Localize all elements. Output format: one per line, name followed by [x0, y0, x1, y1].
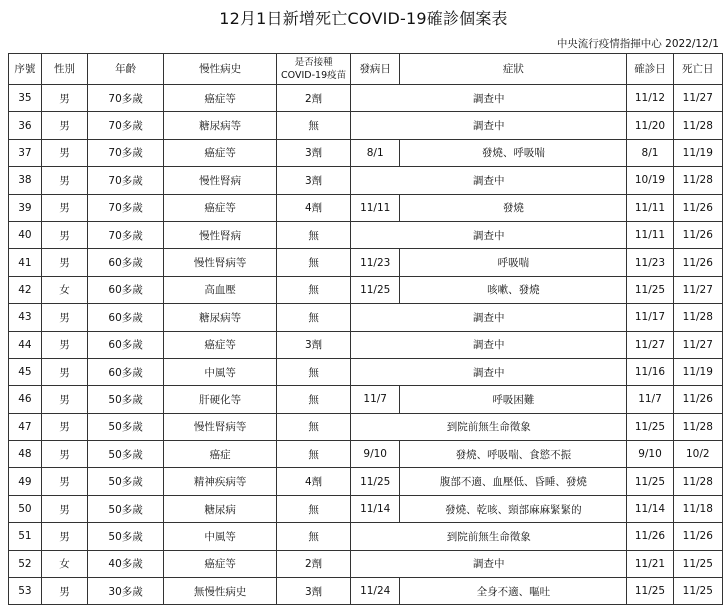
cell-vaccine: 無	[277, 249, 351, 276]
cell-vaccine: 3劑	[277, 139, 351, 166]
cell-id: 46	[9, 386, 42, 413]
cell-age: 70多歲	[88, 194, 164, 221]
cell-death: 11/25	[673, 578, 722, 605]
cell-age: 70多歲	[88, 85, 164, 112]
cell-age: 60多歲	[88, 304, 164, 331]
table-row	[9, 85, 723, 112]
cell-sex: 男	[41, 85, 87, 112]
death-cases-table	[8, 53, 723, 605]
cell-chronic: 癌症等	[164, 85, 277, 112]
cell-vaccine: 無	[277, 441, 351, 468]
cell-id: 44	[9, 331, 42, 358]
cell-vaccine: 無	[277, 495, 351, 522]
col-header-vaccine	[277, 54, 351, 85]
table-row	[9, 221, 723, 248]
col-header-symptoms: 症狀	[400, 54, 627, 85]
cell-confirm: 11/11	[627, 221, 673, 248]
cell-vaccine: 3劑	[277, 167, 351, 194]
table-body	[9, 85, 723, 605]
cell-symptoms: 調查中	[351, 112, 627, 139]
cell-confirm: 9/10	[627, 441, 673, 468]
table-row	[9, 441, 723, 468]
cell-chronic: 精神疾病等	[164, 468, 277, 495]
table-header-row	[9, 54, 723, 85]
cell-age: 70多歲	[88, 167, 164, 194]
cell-vaccine: 無	[277, 221, 351, 248]
cell-age: 50多歲	[88, 495, 164, 522]
cell-chronic: 慢性腎病等	[164, 249, 277, 276]
cell-symptoms: 到院前無生命徵象	[351, 413, 627, 440]
cell-death: 11/28	[673, 112, 722, 139]
source-label: 中央流行疫情指揮中心 2022/12/1	[556, 38, 719, 50]
cell-id: 37	[9, 139, 42, 166]
cell-sex: 男	[41, 386, 87, 413]
table-row	[9, 112, 723, 139]
cell-vaccine: 無	[277, 276, 351, 303]
cell-id: 48	[9, 441, 42, 468]
cell-vaccine: 無	[277, 112, 351, 139]
col-header-vaccine-line2: COVID-19疫苗	[281, 70, 347, 81]
col-header-sex: 性別	[41, 54, 87, 85]
cell-confirm: 11/11	[627, 194, 673, 221]
cell-chronic: 癌症等	[164, 550, 277, 577]
cell-id: 49	[9, 468, 42, 495]
cell-age: 70多歲	[88, 221, 164, 248]
table-row	[9, 358, 723, 385]
cell-age: 50多歲	[88, 468, 164, 495]
cell-symptoms: 調查中	[351, 331, 627, 358]
cell-age: 70多歲	[88, 139, 164, 166]
cell-death: 11/19	[673, 139, 722, 166]
cell-confirm: 11/12	[627, 85, 673, 112]
col-header-confirm: 確診日	[627, 54, 673, 85]
cell-sex: 男	[41, 358, 87, 385]
cell-symptoms: 調查中	[351, 221, 627, 248]
cell-symptoms: 呼吸困難	[400, 386, 627, 413]
cell-vaccine: 無	[277, 358, 351, 385]
cell-death: 11/26	[673, 249, 722, 276]
table-row	[9, 468, 723, 495]
cell-sex: 男	[41, 167, 87, 194]
cell-sex: 男	[41, 495, 87, 522]
cell-id: 43	[9, 304, 42, 331]
cell-confirm: 11/14	[627, 495, 673, 522]
cell-symptoms: 調查中	[351, 85, 627, 112]
cell-death: 10/2	[673, 441, 722, 468]
cell-sex: 男	[41, 468, 87, 495]
col-header-id: 序號	[9, 54, 42, 85]
cell-vaccine: 無	[277, 413, 351, 440]
cell-onset: 11/23	[351, 249, 400, 276]
cell-death: 11/26	[673, 194, 722, 221]
cell-onset: 11/7	[351, 386, 400, 413]
table-row	[9, 167, 723, 194]
cell-vaccine: 4劑	[277, 468, 351, 495]
col-header-age: 年齡	[88, 54, 164, 85]
cell-age: 60多歲	[88, 358, 164, 385]
cell-age: 60多歲	[88, 249, 164, 276]
cell-symptoms: 全身不適、嘔吐	[400, 578, 627, 605]
cell-chronic: 慢性腎病	[164, 167, 277, 194]
cell-age: 70多歲	[88, 112, 164, 139]
cell-sex: 男	[41, 112, 87, 139]
cell-onset: 11/14	[351, 495, 400, 522]
cell-onset: 9/10	[351, 441, 400, 468]
cell-chronic: 癌症等	[164, 194, 277, 221]
table-row	[9, 550, 723, 577]
cell-symptoms: 調查中	[351, 550, 627, 577]
cell-onset: 11/25	[351, 276, 400, 303]
page-title: 12月1日新增死亡COVID-19確診個案表	[219, 9, 508, 28]
cell-sex: 男	[41, 194, 87, 221]
cell-confirm: 11/23	[627, 249, 673, 276]
cell-death: 11/28	[673, 413, 722, 440]
cell-id: 40	[9, 221, 42, 248]
cell-id: 38	[9, 167, 42, 194]
cell-sex: 男	[41, 249, 87, 276]
cell-symptoms: 發燒、呼吸喘、食慾不振	[400, 441, 627, 468]
cell-vaccine: 2劑	[277, 85, 351, 112]
col-header-chronic: 慢性病史	[164, 54, 277, 85]
cell-vaccine: 2劑	[277, 550, 351, 577]
cell-onset: 11/24	[351, 578, 400, 605]
cell-death: 11/19	[673, 358, 722, 385]
cell-confirm: 11/20	[627, 112, 673, 139]
cell-sex: 男	[41, 331, 87, 358]
cell-confirm: 11/21	[627, 550, 673, 577]
table-row	[9, 413, 723, 440]
cell-id: 35	[9, 85, 42, 112]
cell-symptoms: 發燒、呼吸喘	[400, 139, 627, 166]
cell-confirm: 10/19	[627, 167, 673, 194]
cell-confirm: 11/7	[627, 386, 673, 413]
cell-vaccine: 無	[277, 304, 351, 331]
cell-death: 11/28	[673, 167, 722, 194]
cell-age: 60多歲	[88, 331, 164, 358]
cell-age: 30多歲	[88, 578, 164, 605]
cell-chronic: 慢性腎病等	[164, 413, 277, 440]
cell-symptoms: 發燒、乾咳、頸部麻麻緊緊的	[400, 495, 627, 522]
cell-sex: 男	[41, 413, 87, 440]
cell-chronic: 無慢性病史	[164, 578, 277, 605]
cell-age: 40多歲	[88, 550, 164, 577]
cell-chronic: 糖尿病等	[164, 112, 277, 139]
cell-death: 11/27	[673, 276, 722, 303]
cell-sex: 女	[41, 276, 87, 303]
cell-symptoms: 呼吸喘	[400, 249, 627, 276]
cell-sex: 女	[41, 550, 87, 577]
cell-symptoms: 調查中	[351, 167, 627, 194]
cell-chronic: 糖尿病	[164, 495, 277, 522]
cell-sex: 男	[41, 441, 87, 468]
cell-id: 41	[9, 249, 42, 276]
table-row	[9, 249, 723, 276]
table-row	[9, 523, 723, 550]
cell-id: 52	[9, 550, 42, 577]
cell-death: 11/18	[673, 495, 722, 522]
cell-death: 11/26	[673, 523, 722, 550]
cell-confirm: 11/25	[627, 578, 673, 605]
cell-death: 11/28	[673, 304, 722, 331]
cell-vaccine: 無	[277, 386, 351, 413]
cell-vaccine: 3劑	[277, 331, 351, 358]
table-row	[9, 578, 723, 605]
cell-age: 50多歲	[88, 523, 164, 550]
cell-age: 50多歲	[88, 441, 164, 468]
cell-confirm: 11/25	[627, 276, 673, 303]
cell-chronic: 高血壓	[164, 276, 277, 303]
cell-symptoms: 到院前無生命徵象	[351, 523, 627, 550]
table-row	[9, 386, 723, 413]
cell-sex: 男	[41, 523, 87, 550]
cell-sex: 男	[41, 221, 87, 248]
table-row	[9, 331, 723, 358]
cell-onset: 8/1	[351, 139, 400, 166]
col-header-death: 死亡日	[673, 54, 722, 85]
cell-id: 47	[9, 413, 42, 440]
cell-chronic: 肝硬化等	[164, 386, 277, 413]
cell-id: 53	[9, 578, 42, 605]
cell-vaccine: 無	[277, 523, 351, 550]
cell-confirm: 11/26	[627, 523, 673, 550]
cell-symptoms: 調查中	[351, 304, 627, 331]
cell-age: 50多歲	[88, 413, 164, 440]
cell-onset: 11/11	[351, 194, 400, 221]
cell-vaccine: 3劑	[277, 578, 351, 605]
cell-death: 11/27	[673, 85, 722, 112]
cell-confirm: 11/16	[627, 358, 673, 385]
cell-confirm: 11/27	[627, 331, 673, 358]
cell-chronic: 癌症	[164, 441, 277, 468]
cell-symptoms: 腹部不適、血壓低、昏睡、發燒	[400, 468, 627, 495]
cell-confirm: 11/25	[627, 468, 673, 495]
cell-chronic: 中風等	[164, 358, 277, 385]
cell-id: 50	[9, 495, 42, 522]
cell-chronic: 癌症等	[164, 331, 277, 358]
cell-death: 11/28	[673, 468, 722, 495]
cell-sex: 男	[41, 304, 87, 331]
cell-onset: 11/25	[351, 468, 400, 495]
cell-chronic: 癌症等	[164, 139, 277, 166]
cell-age: 50多歲	[88, 386, 164, 413]
col-header-vaccine-line1: 是否接種	[294, 57, 333, 68]
cell-chronic: 糖尿病等	[164, 304, 277, 331]
cell-confirm: 8/1	[627, 139, 673, 166]
col-header-onset: 發病日	[351, 54, 400, 85]
cell-vaccine: 4劑	[277, 194, 351, 221]
cell-confirm: 11/17	[627, 304, 673, 331]
table-row	[9, 194, 723, 221]
cell-symptoms: 咳嗽、發燒	[400, 276, 627, 303]
cell-chronic: 慢性腎病	[164, 221, 277, 248]
cell-death: 11/26	[673, 221, 722, 248]
table-row	[9, 495, 723, 522]
cell-sex: 男	[41, 578, 87, 605]
cell-death: 11/27	[673, 331, 722, 358]
cell-confirm: 11/25	[627, 413, 673, 440]
cell-death: 11/25	[673, 550, 722, 577]
cell-symptoms: 調查中	[351, 358, 627, 385]
cell-id: 39	[9, 194, 42, 221]
cell-id: 36	[9, 112, 42, 139]
cell-id: 45	[9, 358, 42, 385]
table-row	[9, 276, 723, 303]
cell-chronic: 中風等	[164, 523, 277, 550]
table-row	[9, 139, 723, 166]
cell-id: 51	[9, 523, 42, 550]
cell-sex: 男	[41, 139, 87, 166]
table-row	[9, 304, 723, 331]
cell-age: 60多歲	[88, 276, 164, 303]
cell-symptoms: 發燒	[400, 194, 627, 221]
cell-death: 11/26	[673, 386, 722, 413]
cell-id: 42	[9, 276, 42, 303]
